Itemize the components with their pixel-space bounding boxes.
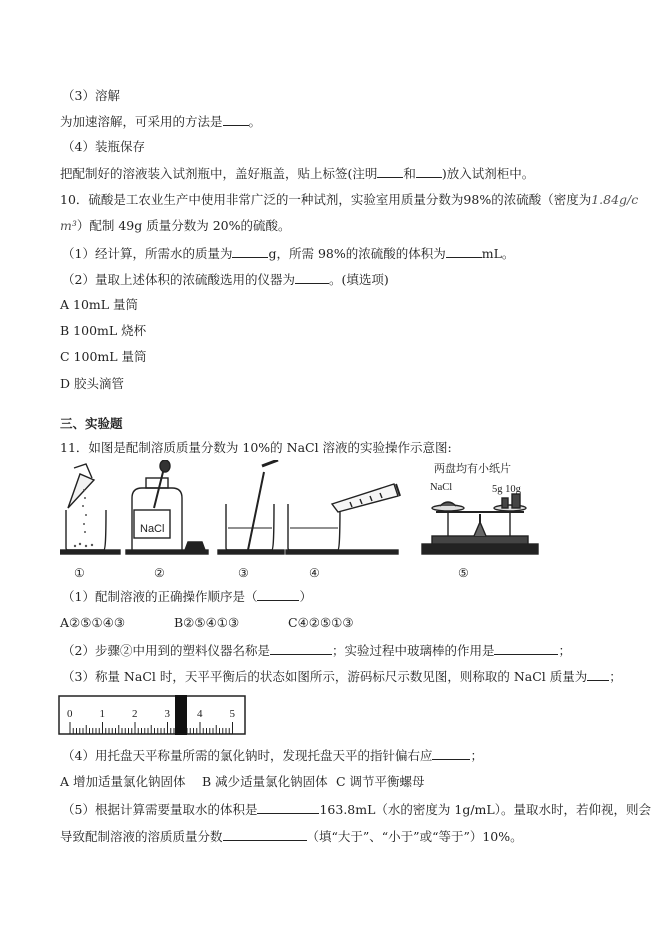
q11-option-b: B②⑤④①③ — [174, 615, 240, 630]
section-title: 三、实验题 — [60, 416, 123, 431]
answer-blank[interactable] — [257, 588, 299, 601]
q9-step4-text: 把配制好的溶液装入试剂瓶中，盖好瓶盖，贴上标签(注明 和 )放入试剂柜中。 — [60, 166, 535, 181]
experiment-figure — [60, 460, 590, 562]
ruler-tick-label: 4 — [197, 708, 203, 720]
q10-stem-line2: m³）配制 49g 质量分数为 20%的硫酸。 — [60, 218, 291, 233]
answer-blank[interactable] — [257, 801, 319, 814]
answer-blank[interactable] — [223, 113, 249, 126]
bottle-label: NaCl — [140, 523, 165, 535]
pan-label: NaCl — [430, 482, 453, 493]
q9-step3-text: 为加速溶解，可采用的方法是 。 — [60, 114, 262, 129]
q11-sub5-line2: 导致配制溶液的溶质质量分数 （填“大于”、“小于”或“等于”）10%。 — [60, 829, 523, 844]
answer-blank[interactable] — [587, 668, 609, 681]
step2-reagent-bottle-illustration — [126, 460, 208, 554]
ruler-tick-label: 2 — [132, 708, 138, 720]
q10-option-c: C 100mL 量筒 — [60, 349, 147, 364]
q11-sub4: （4）用托盘天平称量所需的氯化钠时，发现托盘天平的指针偏右应 ； — [62, 748, 483, 763]
caption-5: ⑤ — [458, 566, 469, 580]
ruler-tick-label: 1 — [99, 708, 105, 720]
q11-sub3: （3）称量 NaCl 时，天平平衡后的状态如图所示，游码标尺示数见图，则称取的 NaCl 质量为 ； — [62, 669, 622, 684]
q11-option-a: A②⑤①④③ — [60, 615, 126, 630]
answer-blank[interactable] — [446, 245, 482, 258]
ruler-tick-label: 0 — [67, 708, 73, 720]
q11-sub1: （1）配制溶液的正确操作顺序是（ ） — [62, 589, 312, 604]
weights-label: 5g 10g — [492, 484, 521, 495]
ruler-tick-label: 5 — [229, 708, 235, 720]
step1-pour-solid-illustration — [60, 464, 120, 554]
answer-blank[interactable] — [270, 642, 332, 655]
q10-sub1: （1）经计算，所需水的质量为 g，所需 98%的浓硫酸的体积为 mL。 — [62, 246, 515, 261]
answer-blank[interactable] — [295, 271, 329, 284]
answer-blank[interactable] — [377, 165, 403, 178]
q11-option-c: C④②⑤①③ — [288, 615, 354, 630]
q10-option-a: A 10mL 量筒 — [60, 297, 139, 312]
q11-sub4-options — [60, 774, 425, 790]
q11-sub1-options — [60, 615, 354, 631]
balance-note: 两盘均有小纸片 — [434, 462, 511, 475]
rider-slider[interactable] — [175, 695, 187, 735]
q11-sub4-option-b: B 减少适量氯化钠固体 — [202, 774, 328, 789]
rider-scale-ruler — [58, 695, 248, 737]
caption-3: ③ — [238, 566, 249, 580]
q10-stem-line1: 10．硫酸是工农业生产中使用非常广泛的一种试剂，实验室用质量分数为98%的浓硫酸（密度为1.84g/c — [60, 192, 639, 207]
q11-sub2: （2）步骤②中用到的塑料仪器名称是 ；实验过程中玻璃棒的作用是 ； — [62, 643, 571, 658]
caption-4: ④ — [309, 566, 320, 580]
answer-blank[interactable] — [232, 245, 268, 258]
step5-balance-illustration — [422, 494, 538, 554]
answer-blank[interactable] — [432, 747, 470, 760]
step3-stirring-illustration — [218, 460, 284, 554]
q11-intro: 11．如图是配制溶质质量分数为 10%的 NaCl 溶液的实验操作示意图: — [60, 440, 452, 455]
answer-blank[interactable] — [494, 642, 558, 655]
caption-1: ① — [74, 566, 85, 580]
q11-sub4-option-c: C 调节平衡螺母 — [336, 774, 425, 789]
q11-sub4-option-a: A 增加适量氯化钠固体 — [60, 774, 186, 789]
q11-sub5-line1: （5）根据计算需要量取水的体积是 163.8mL（水的密度为 1g/mL）。量取水时，若仰视，则会 — [62, 802, 651, 817]
answer-blank[interactable] — [416, 165, 442, 178]
answer-blank[interactable] — [223, 828, 307, 841]
caption-2: ② — [154, 566, 165, 580]
q10-sub2: （2）量取上述体积的浓硫酸选用的仪器为 。(填选项) — [62, 272, 389, 287]
q9-step4-heading: （4）装瓶保存 — [62, 139, 145, 154]
density-value: 1.84g/c — [591, 192, 639, 207]
step4-pour-water-illustration — [286, 484, 400, 554]
q10-option-b: B 100mL 烧杯 — [60, 323, 147, 338]
q9-step3-heading: （3）溶解 — [62, 88, 120, 103]
ruler-tick-label: 3 — [164, 708, 170, 720]
q10-option-d: D 胶头滴管 — [60, 376, 124, 391]
